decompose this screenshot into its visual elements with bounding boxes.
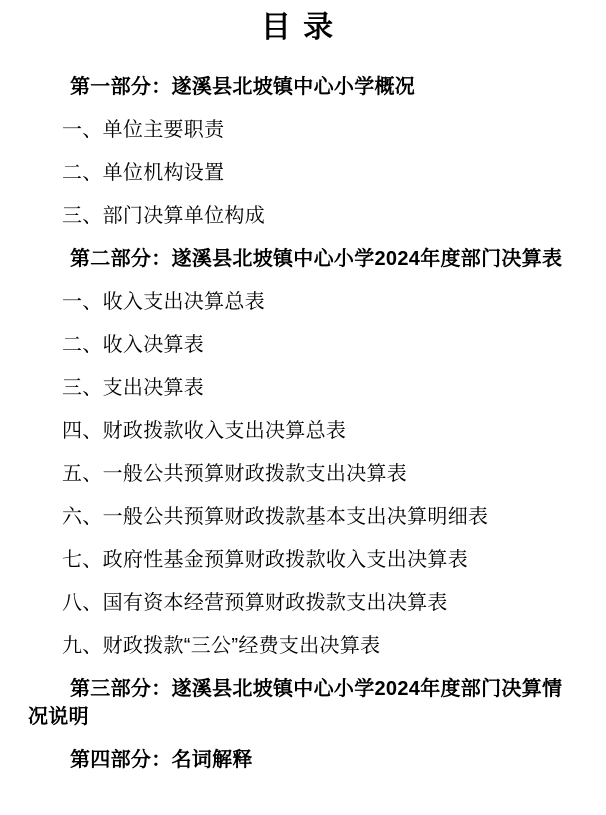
toc-title: 目 录: [260, 11, 336, 44]
toc-entry-2-2: 二、收入决算表: [62, 334, 205, 356]
toc-entry-1-1: 一、单位主要职责: [62, 119, 225, 141]
toc-entry-part-4: 第四部分：名词解释: [70, 749, 253, 771]
toc-entry-1-3: 三、部门决算单位构成: [62, 205, 265, 227]
table-of-contents: [28, 73, 568, 774]
toc-entry-2-9: 九、财政拨款“三公”经费支出决算表: [62, 635, 381, 657]
toc-entry-2-5: 五、一般公共预算财政拨款支出决算表: [62, 463, 408, 485]
toc-entry-2-6: 六、一般公共预算财政拨款基本支出决算明细表: [62, 506, 489, 528]
toc-entry-1-2: 二、单位机构设置: [62, 162, 225, 184]
toc-entry-part-1: 第一部分：遂溪县北坡镇中心小学概况: [70, 76, 416, 98]
toc-entry-2-3: 三、支出决算表: [62, 377, 205, 399]
toc-entry-part-2: 第二部分：遂溪县北坡镇中心小学2024年度部门决算表: [70, 248, 563, 270]
toc-entry-part-3: 第三部分：遂溪县北坡镇中心小学2024年度部门决算情况说明: [28, 678, 563, 728]
toc-entry-2-8: 八、国有资本经营预算财政拨款支出决算表: [62, 592, 448, 614]
toc-entry-2-1: 一、收入支出决算总表: [62, 291, 265, 313]
toc-entry-2-7: 七、政府性基金预算财政拨款收入支出决算表: [62, 549, 468, 571]
toc-entry-2-4: 四、财政拨款收入支出决算总表: [62, 420, 347, 442]
